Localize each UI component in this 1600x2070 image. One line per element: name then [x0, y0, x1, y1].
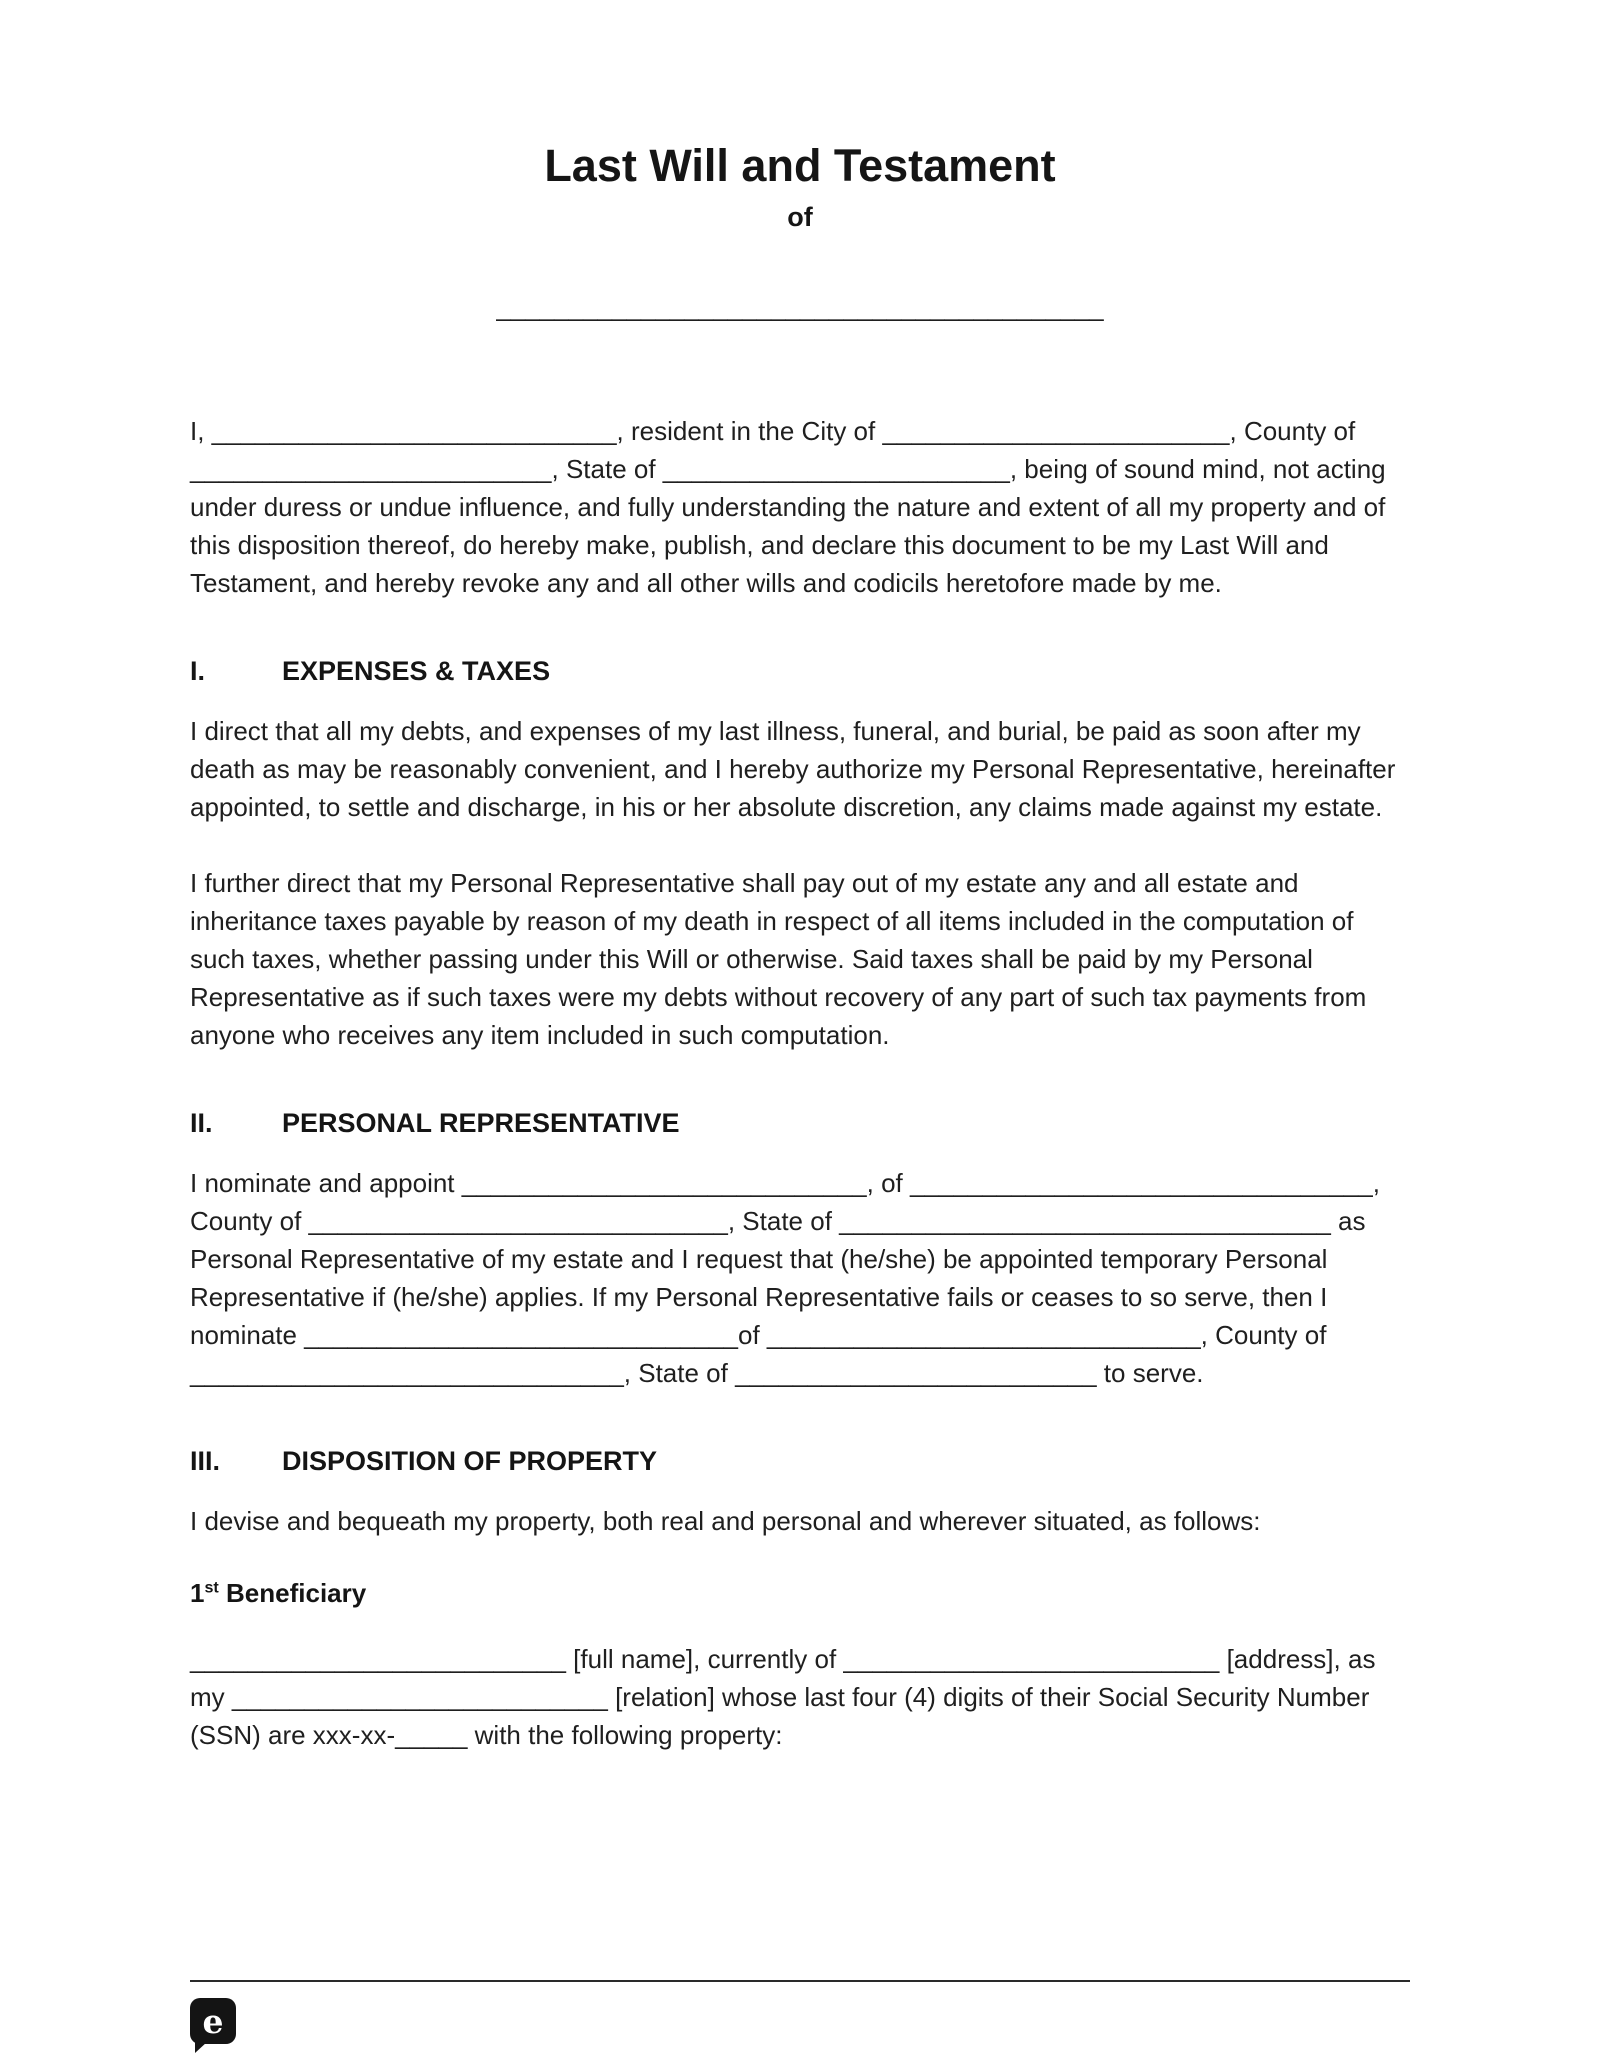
intro-paragraph: I, ____________________________, resident in the City of ________________________, County of _________________________, State of ________________________, being of sound mind, not acting under duress or undue influence, and fully understanding the nature and extent of all my property and of this disposition thereof, do hereby make, publish, and declare this document to be my Last Will and Testament, and hereby revoke any and all other wills and codicils heretofore made by me.: [190, 416, 1386, 598]
beneficiary-number: 1: [190, 1578, 205, 1608]
expenses-paragraph-1: I direct that all my debts, and expenses of my last illness, funeral, and burial, be paid as soon after my death as may be reasonably convenient, and I hereby authorize my Personal Representative, hereinafter appointed, to settle and discharge, in his or her absolute discretion, any claims made against my estate.: [190, 716, 1396, 822]
personal-representative-paragraph: I nominate and appoint ____________________________, of ________________________________, County of _____________________________, State of __________________________________ as Personal Representative of my estate and I request that (he/she) be appointed temporary Personal Representative if (he/she) applies. If my Personal Representative fails or ceases to so serve, then I nominate ______________________________of ______________________________, County of ______________________________, State of _________________________ to serve.: [190, 1168, 1380, 1388]
disposition-paragraph: I devise and bequeath my property, both real and personal and wherever situated, as follows:: [190, 1506, 1261, 1536]
eforms-logo-icon[interactable]: [190, 1998, 236, 2044]
expenses-paragraph-2: I further direct that my Personal Representative shall pay out of my estate any and all estate and inheritance taxes payable by reason of my death in respect of all items included in the computation of such taxes, whether passing under this Will or otherwise. Said taxes shall be paid by my Personal Representative as if such taxes were my debts without recovery of any part of such tax payments from anyone who receives any item included in such computation.: [190, 868, 1367, 1050]
eforms-logo-letter: e: [202, 2001, 224, 2041]
first-beneficiary-paragraph: __________________________ [full name], currently of __________________________ [address], as my __________________________ [relation] whose last four (4) digits of their Social Security Number (SSN) are xxx-xx-_____ with the following property:: [190, 1644, 1376, 1750]
beneficiary-label: Beneficiary: [226, 1578, 367, 1608]
section-title: DISPOSITION OF PROPERTY: [282, 1446, 658, 1476]
section-number: III.: [190, 1446, 221, 1476]
footer-rule: [190, 1980, 1410, 1982]
section-number: II.: [190, 1108, 213, 1138]
section-title: PERSONAL REPRESENTATIVE: [282, 1108, 680, 1138]
eforms-logo-tail: [195, 2042, 207, 2053]
page-footer: [190, 1980, 1410, 2044]
beneficiary-ordinal: st: [204, 1578, 219, 1597]
section-number: I.: [190, 656, 206, 686]
testator-name-blank: __________________________________________: [496, 292, 1104, 322]
document-subtitle: of: [787, 202, 813, 232]
section-heading-personal-representative: [190, 1104, 1410, 1142]
section-title: EXPENSES & TAXES: [282, 656, 551, 686]
section-heading-disposition-of-property: [190, 1442, 1410, 1480]
document-title: Last Will and Testament: [544, 140, 1056, 191]
section-heading-expenses-taxes: [190, 652, 1410, 690]
document-header: [190, 140, 1410, 234]
first-beneficiary-heading: [190, 1574, 1410, 1612]
